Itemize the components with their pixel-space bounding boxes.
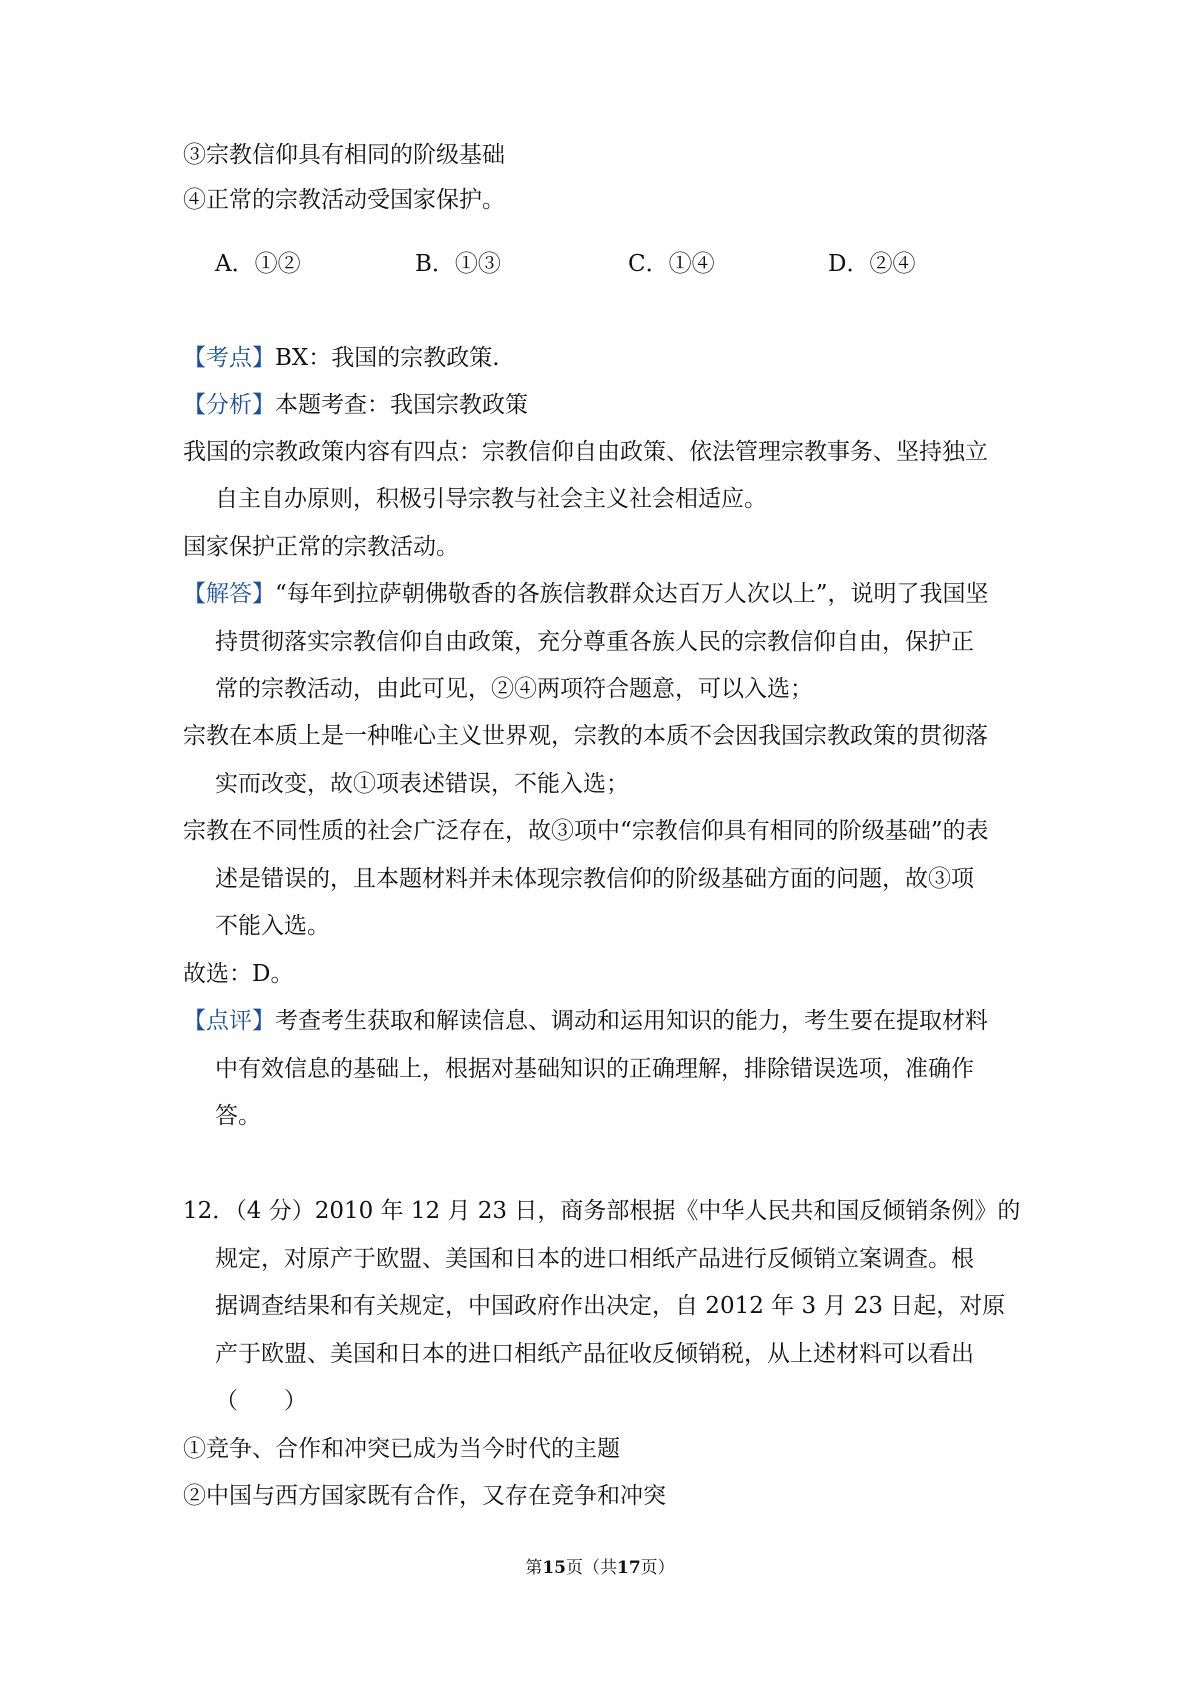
dianping-text-1: 考查考生获取和解读信息、调动和运用知识的能力，考生要在提取材料 <box>275 1008 988 1034</box>
option-a-text: ①② <box>254 251 301 277</box>
option-d-text: ②④ <box>869 251 916 277</box>
q12-line-5: （ ） <box>215 1388 307 1414</box>
jieda-line-1 <box>183 579 989 609</box>
option-d-letter: D． <box>828 251 870 277</box>
option-c <box>628 249 715 279</box>
jieda-line-3: 常的宗教活动，由此可见，②④两项符合题意，可以入选； <box>215 676 813 702</box>
jieda-text-1: “每年到拉萨朝佛敬香的各族信教群众达百万人次以上”，说明了我国坚 <box>275 581 989 607</box>
option-b <box>415 249 501 279</box>
dianping-line-2: 中有效信息的基础上，根据对基础知识的正确理解，排除错误选项，准确作 <box>215 1056 974 1082</box>
jieda-line-7: 述是错误的，且本题材料并未体现宗教信仰的阶级基础方面的问题，故③项 <box>215 866 974 892</box>
jieda-line-2: 持贯彻落实宗教信仰自由政策，充分尊重各族人民的宗教信仰自由，保护正 <box>215 629 974 655</box>
dianping-line-3: 答。 <box>215 1103 261 1129</box>
kaodian-line <box>183 343 500 373</box>
q12-line-3: 据调查结果和有关规定，中国政府作出决定，自 2012 年 3 月 23 日起，对原 <box>215 1293 1006 1319</box>
fenxi-line <box>183 390 528 420</box>
jieda-line-8: 不能入选。 <box>215 913 330 939</box>
jieda-line-5: 实而改变，故①项表述错误，不能入选； <box>215 771 629 797</box>
option-c-letter: C． <box>628 251 669 277</box>
q12-item-1: ①竞争、合作和冲突已成为当今时代的主题 <box>183 1436 620 1462</box>
page-footer <box>0 1556 1200 1580</box>
footer-page-number: 15 <box>542 1558 566 1578</box>
jieda-line-4: 宗教在本质上是一种唯心主义世界观，宗教的本质不会因我国宗教政策的贯彻落 <box>183 723 988 749</box>
footer-suffix: 页） <box>640 1558 675 1578</box>
jieda-line-6: 宗教在不同性质的社会广泛存在，故③项中“宗教信仰具有相同的阶级基础”的表 <box>183 818 989 844</box>
jieda-tag: 【解答】 <box>183 581 275 607</box>
option-d <box>828 249 915 279</box>
footer-middle: 页（共 <box>566 1558 617 1578</box>
fenxi-line-3: 国家保护正常的宗教活动。 <box>183 534 459 560</box>
q12-line-1: 12．（4 分）2010 年 12 月 23 日，商务部根据《中华人民共和国反倾销条例》的 <box>183 1198 1021 1224</box>
option-a-letter: A． <box>215 251 255 277</box>
q12-line-4: 产于欧盟、美国和日本的进口相纸产品征收反倾销税，从上述材料可以看出 <box>215 1341 974 1367</box>
option-b-text: ①③ <box>454 251 501 277</box>
dianping-line-1 <box>183 1006 988 1036</box>
option-a <box>215 249 301 279</box>
footer-total-pages: 17 <box>617 1558 641 1578</box>
q12-item-2: ②中国与西方国家既有合作，又存在竞争和冲突 <box>183 1483 666 1509</box>
option-b-letter: B． <box>415 251 455 277</box>
q11-item-4: ④正常的宗教活动受国家保护。 <box>183 187 505 213</box>
fenxi-text: 本题考查：我国宗教政策 <box>275 392 528 418</box>
footer-prefix: 第 <box>525 1558 543 1578</box>
answer-line: 故选：D。 <box>183 961 294 987</box>
fenxi-line-2: 自主自办原则，积极引导宗教与社会主义社会相适应。 <box>215 486 767 512</box>
kaodian-text: BX：我国的宗教政策. <box>275 345 500 371</box>
fenxi-line-1: 我国的宗教政策内容有四点：宗教信仰自由政策、依法管理宗教事务、坚持独立 <box>183 439 988 465</box>
dianping-tag: 【点评】 <box>183 1008 275 1034</box>
kaodian-tag: 【考点】 <box>183 345 275 371</box>
fenxi-tag: 【分析】 <box>183 392 275 418</box>
option-c-text: ①④ <box>668 251 715 277</box>
q11-item-3: ③宗教信仰具有相同的阶级基础 <box>183 142 505 168</box>
q12-line-2: 规定，对原产于欧盟、美国和日本的进口相纸产品进行反倾销立案调查。根 <box>215 1246 974 1272</box>
